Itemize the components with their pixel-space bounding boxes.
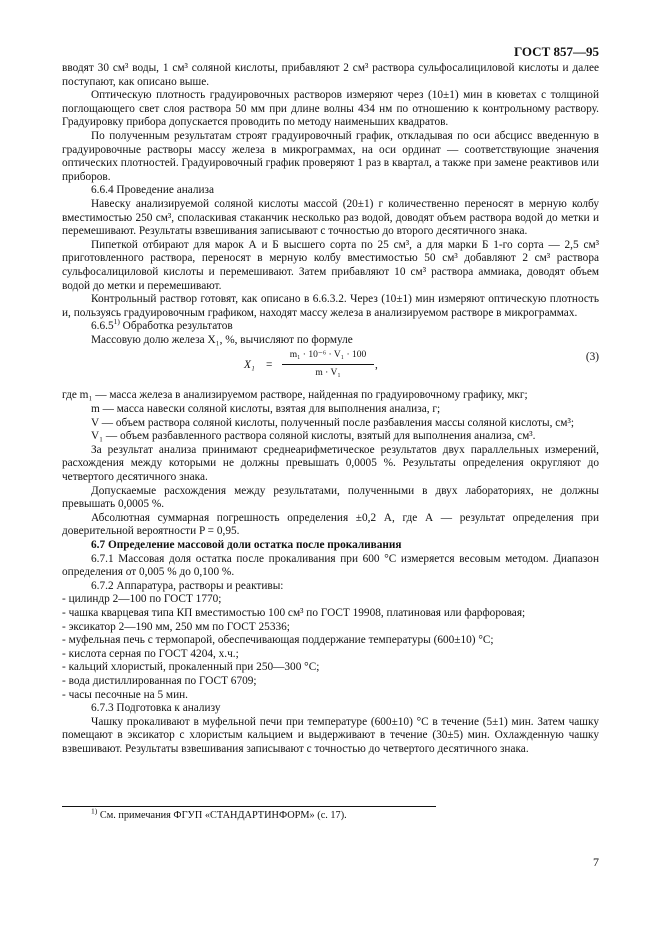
paragraph-continuation: вводят 30 см³ воды, 1 см³ соляной кислоты, прибавляют 2 см³ раствора сульфосалициловой кислоты и далее поступают, как описано выше. bbox=[62, 62, 599, 88]
heading-text: Обработка результатов bbox=[119, 320, 233, 333]
page-number: 7 bbox=[593, 855, 599, 869]
footnote-text: См. примечания ФГУП «СТАНДАРТИНФОРМ» (с. 17). bbox=[97, 810, 347, 821]
section-heading-6-6-5 bbox=[62, 317, 599, 334]
paragraph-optical-density: Оптическую плотность градуировочных растворов измеряют через (10±1) мин в кюветах с толщиной поглощающего свет слоя раствора 50 мм при длине волны 434 нм по отношению к контрольному раствору. Градуировку прибора допускается проводить по методу наименьших квадратов. bbox=[62, 89, 599, 129]
list-item: - кальций хлористый, прокаленный при 250—300 °С; bbox=[62, 661, 320, 674]
footnote-marker: 1) bbox=[91, 806, 98, 816]
formula-lhs: X₁ bbox=[244, 359, 255, 372]
formula-number: (3) bbox=[585, 351, 599, 364]
section-heading-6-6-4: 6.6.4 Проведение анализа bbox=[91, 184, 215, 197]
where-m1: где m₁ — масса железа в анализируемом растворе, найденная по градуировочному графику, мкг; bbox=[62, 389, 528, 402]
formula-equals: = bbox=[266, 359, 273, 372]
list-item: - чашка кварцевая типа КП вместимостью 100 см³ по ГОСТ 19908, платиновая или фарфоровая; bbox=[62, 606, 526, 619]
list-item: - эксикатор 2—190 мм, 250 мм по ГОСТ 25336; bbox=[62, 620, 290, 633]
footnote bbox=[91, 806, 347, 821]
paragraph-6-7-1: 6.7.1 Массовая доля остатка после прокаливания при 600 °С измеряется весовым методом. Диапазон определения от 0,005 % до 0,100 %. bbox=[62, 552, 599, 579]
formula-fraction bbox=[282, 349, 374, 380]
paragraph-calibration-graph: По полученным результатам строят градуировочный график, откладывая по оси абсцисс введенную в градуировочные растворы массу железа в микрограммах, на оси ординат — соответствующие значения оптических плотностей. Градуировочный график проверяют 1 раз в квартал, а также при замене реактивов или приборов. bbox=[62, 129, 599, 183]
where-m: m — масса навески соляной кислоты, взятая для выполнения анализа, г; bbox=[91, 403, 441, 416]
section-heading-6-7-3: 6.7.3 Подготовка к анализу bbox=[91, 702, 221, 715]
standard-header: ГОСТ 857—95 bbox=[513, 44, 599, 59]
formula-denominator: m · V₁ bbox=[315, 368, 341, 379]
list-item: - вода дистиллированная по ГОСТ 6709; bbox=[62, 674, 257, 687]
footnote-ref: 1) bbox=[113, 317, 120, 327]
heading-number: 6.6.5 bbox=[91, 320, 114, 333]
list-item: - муфельная печь с термопарой, обеспечивающая поддержание температуры (600±10) °С; bbox=[62, 634, 494, 647]
where-v1: V₁ — объем разбавленного раствора соляной кислоты, взятый для выполнения анализа, см³. bbox=[91, 430, 536, 443]
paragraph-control-solution: Контрольный раствор готовят, как описано в 6.6.3.2. Через (10±1) мин измеряют оптическую плотность и, пользуясь градуировочным графиком, находят массу железа в анализируемом растворе в микрограммах. bbox=[62, 293, 599, 319]
main-text bbox=[62, 62, 599, 757]
section-heading-6-7: 6.7 Определение массовой доли остатка после прокаливания bbox=[91, 539, 402, 551]
footnote-divider bbox=[62, 806, 436, 807]
where-v: V — объем раствора соляной кислоты, полученный после разбавления массы соляной кислоты, см³; bbox=[91, 416, 574, 429]
paragraph-error: Абсолютная суммарная погрешность определения ±0,2 А, где А — результат определения при доверительной вероятности P = 0,95. bbox=[62, 511, 599, 538]
paragraph-formula-intro: Массовую долю железа X₁, %, вычисляют по формуле bbox=[91, 333, 353, 346]
paragraph-6-7-2: 6.7.2 Аппаратура, растворы и реактивы: bbox=[91, 579, 284, 592]
formula-3 bbox=[62, 349, 599, 385]
formula-comma: , bbox=[375, 359, 378, 372]
paragraph-lab-discrepancy: Допускаемые расхождения между результатами, полученными в двух лабораториях, не должны превышать 0,0005 %. bbox=[62, 484, 599, 511]
list-item: - цилиндр 2—100 по ГОСТ 1770; bbox=[62, 593, 222, 606]
list-item: - кислота серная по ГОСТ 4204, х.ч.; bbox=[62, 647, 239, 660]
formula-numerator: m₁ · 10⁻⁶ · V₁ · 100 bbox=[282, 349, 374, 365]
list-item: - часы песочные на 5 мин. bbox=[62, 688, 188, 701]
paragraph-pipette: Пипеткой отбирают для марок А и Б высшего сорта по 25 см³, а для марки Б 1-го сорта — 2,5 см³ приготовленного раствора, переносят в мерную колбу вместимостью 50 см³ добавляют 2 см³ раствора сульфосалициловой кислоты и перемешивают. Затем прибавляют 10 см³ раствора аммиака, доводят объем водой до метки и перемешивают. bbox=[62, 238, 599, 292]
paragraph-result: За результат анализа принимают среднеарифметическое результатов двух параллельных измерений, расхождения между которыми не должны превышать 0,0005 %. Результаты определения округляют до четвертого десятичного знака. bbox=[62, 443, 599, 484]
paragraph-sample: Навеску анализируемой соляной кислоты массой (20±1) г количественно переносят в мерную колбу вместимостью 250 см³, споласкивая стаканчик несколько раз водой, доводят объем раствора водой до метки и перемешивают. Результаты взвешивания записывают с точностью до второго десятичного знака. bbox=[62, 197, 599, 238]
paragraph-preparation: Чашку прокаливают в муфельной печи при температуре (600±10) °С в течение (5±1) мин. Затем чашку помещают в эксикатор с хлористым кальцием и выдерживают в течение (30±5) мин. Охлажденную чашку взвешивают. Результаты взвешивания записывают с точностью до четвертого десятичного знака. bbox=[62, 715, 599, 755]
